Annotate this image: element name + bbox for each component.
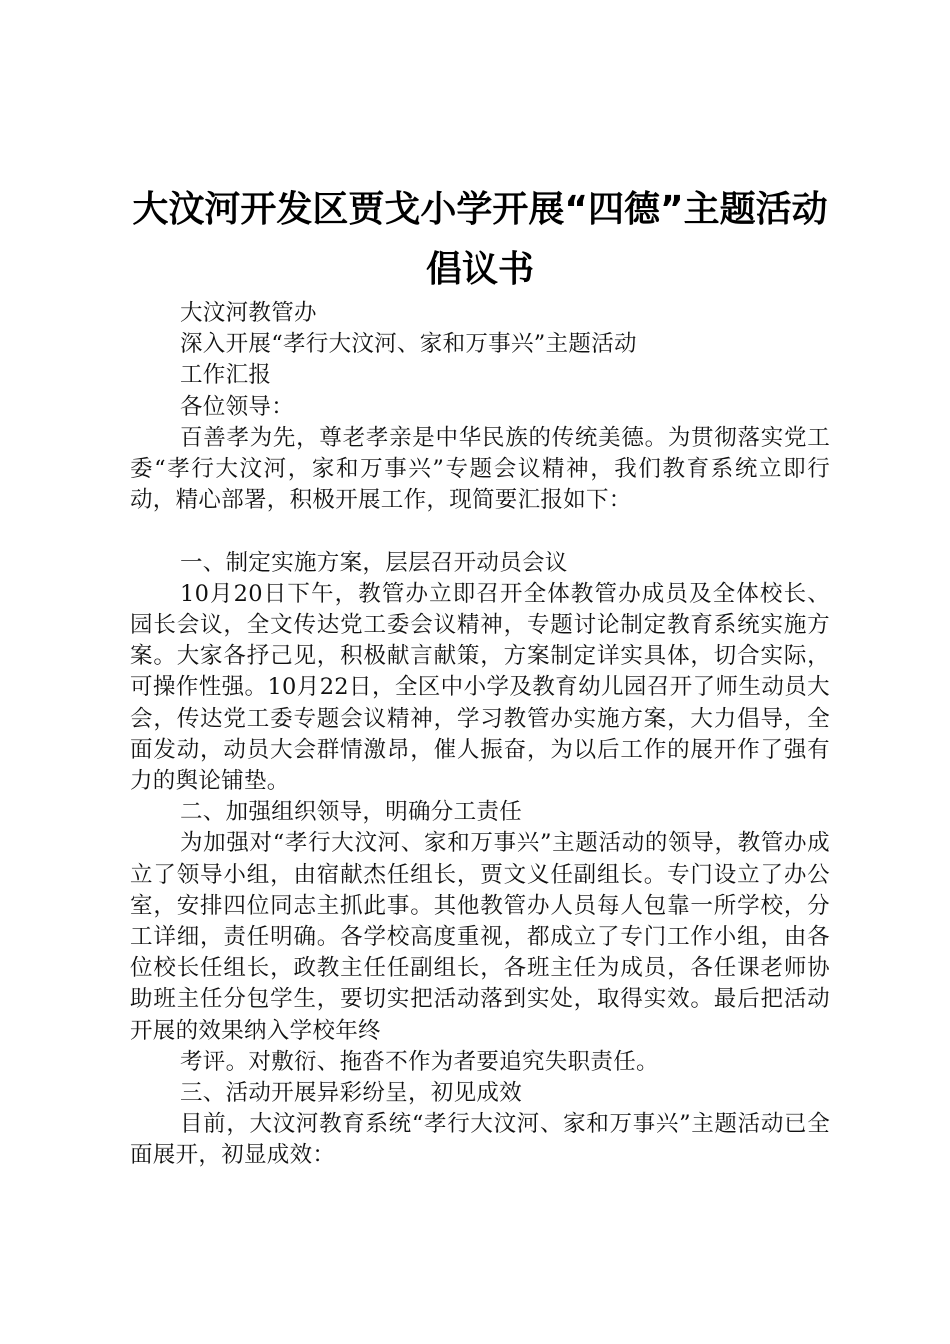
intro-paragraph: 百善孝为先，尊老孝亲是中华民族的传统美德。为贯彻落实党工委“孝行大汶河，家和万事兴”专题会议精神，我们教育系统立即行动，精心部署，积极开展工作，现简要汇报如下： [130,424,830,514]
section3-heading: 三、活动开展异彩纷呈，初见成效 [180,1079,523,1106]
blank-line [130,516,830,547]
section2-heading: 二、加强组织领导，明确分工责任 [180,799,523,826]
header-line-salutation: 各位领导： [180,393,295,420]
header-line-report: 工作汇报 [180,362,272,389]
document-title-line1: 大汶河开发区贾戈小学开展“四德”主题活动 [132,189,828,230]
header-line-subject: 深入开展“孝行大汶河、家和万事兴”主题活动 [180,331,637,358]
section3-paragraph: 目前，大汶河教育系统“孝行大汶河、家和万事兴”主题活动已全面展开，初显成效： [130,1111,830,1169]
document-body [130,298,830,1172]
section2-paragraph: 为加强对“孝行大汶河、家和万事兴”主题活动的领导，教管办成立了领导小组，由宿献杰任组长，贾文义任副组长。专门设立了办公室，安排四位同志主抓此事。其他教管办人员每人包靠一所学校，分工详细，责任明确。各学校高度重视，都成立了专门工作小组，由各位校长任组长，政教主任任副组长，各班主任为成员，各任课老师协助班主任分包学生，要切实把活动落到实处，取得实效。最后把活动开展的效果纳入学校年终 [130,830,830,1044]
section2-continuation: 考评。对敷衍、拖沓不作为者要追究失职责任。 [180,1048,659,1075]
section1-paragraph: 10月20日下午，教管办立即召开全体教管办成员及全体校长、园长会议，全文传达党工委会议精神，专题讨论制定教育系统实施方案。大家各抒己见，积极献言献策，方案制定详实具体，切合实际，可操作性强。10月22日，全区中小学及教育幼儿园召开了师生动员大会，传达党工委专题会议精神，学习教管办实施方案，大力倡导，全面发动，动员大会群情激昂，催人振奋，为以后工作的展开作了强有力的舆论铺垫。 [130,580,830,794]
header-line-office: 大汶河教管办 [180,300,317,326]
section1-heading: 一、制定实施方案，层层召开动员会议 [180,549,568,576]
document-title-line2: 倡议书 [425,249,534,290]
